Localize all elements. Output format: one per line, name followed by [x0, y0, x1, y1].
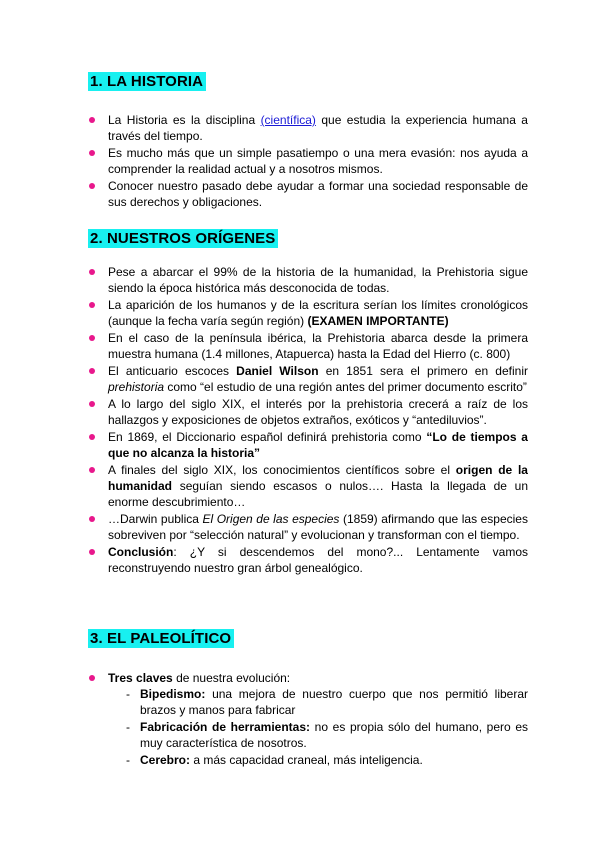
bullet-icon	[89, 467, 95, 473]
cientifica-link[interactable]: (científica)	[260, 113, 316, 127]
bullet-icon	[89, 150, 95, 156]
section-3-list	[89, 670, 528, 769]
list-item: A finales del siglo XIX, los conocimientos científicos sobre el origen de la humanidad seguían siendo escasos o nulos…. Hasta la llegada de un enorme descubrimiento…	[89, 462, 528, 510]
list-item: En el caso de la península ibérica, la Prehistoria abarca desde la primera muestra humana (1.4 millones, Atapuerca) hasta la Edad del Hierro (c. 800)	[89, 330, 528, 362]
sub-list-item: - Bipedismo: una mejora de nuestro cuerpo que nos permitió liberar brazos y manos para fabricar	[126, 687, 528, 717]
bullet-icon	[89, 401, 95, 407]
section-3-heading: 3. EL PALEOLÍTICO	[88, 629, 234, 648]
section-2-list	[89, 264, 528, 577]
section-1-heading: 1. LA HISTORIA	[88, 72, 206, 91]
list-item: Tres claves de nuestra evolución: - Bipedismo: una mejora de nuestro cuerpo que nos permitió liberar brazos y manos para fabricar - Fabricación de herramientas: no es propia sólo del humano, pero es muy característica de nosotros. - Cerebro: a más capacidad craneal, más inteligencia.	[89, 670, 528, 768]
bullet-icon	[89, 302, 95, 308]
bullet-icon	[89, 434, 95, 440]
bullet-icon	[89, 269, 95, 275]
sub-list	[108, 686, 528, 768]
sub-list-item: - Cerebro: a más capacidad craneal, más inteligencia.	[126, 753, 423, 767]
list-item: El anticuario escoces Daniel Wilson en 1851 sera el primero en definir prehistoria como “el estudio de una región antes del primer documento escrito”	[89, 363, 528, 395]
bullet-icon	[89, 549, 95, 555]
list-item: Es mucho más que un simple pasatiempo o una mera evasión: nos ayuda a comprender la realidad actual y a nosotros mismos.	[89, 145, 528, 177]
bullet-icon	[89, 335, 95, 341]
list-item: En 1869, el Diccionario español definirá prehistoria como “Lo de tiempos a que no alcanza la historia”	[89, 429, 528, 461]
list-item: Conocer nuestro pasado debe ayudar a formar una sociedad responsable de sus derechos y obligaciones.	[89, 178, 528, 210]
sub-list-item: - Fabricación de herramientas: no es propia sólo del humano, pero es muy característica de nosotros.	[126, 720, 529, 750]
bullet-icon	[89, 516, 95, 522]
list-item: …Darwin publica El Origen de las especies (1859) afirmando que las especies sobreviven por “selección natural” y evolucionan y transforman con el tiempo.	[89, 511, 528, 543]
list-item: Pese a abarcar el 99% de la historia de la humanidad, la Prehistoria sigue siendo la época histórica más desconocida de todas.	[89, 264, 528, 296]
list-item: La Historia es la disciplina (científica) que estudia la experiencia humana a través del tiempo.	[89, 112, 528, 144]
section-1-list	[89, 112, 528, 211]
bullet-icon	[89, 117, 95, 123]
bullet-icon	[89, 183, 95, 189]
list-item: La aparición de los humanos y de la escritura serían los límites cronológicos (aunque la fecha varía según región) (EXAMEN IMPORTANTE)	[89, 297, 528, 329]
list-item: A lo largo del siglo XIX, el interés por la prehistoria crecerá a raíz de los hallazgos y exposiciones de objetos extraños, exóticos y “antediluvios”.	[89, 396, 528, 428]
list-item: Conclusión: ¿Y si descendemos del mono?... Lentamente vamos reconstruyendo nuestro gran árbol genealógico.	[89, 544, 528, 576]
bullet-icon	[89, 675, 95, 681]
bullet-icon	[89, 368, 95, 374]
section-2-heading: 2. NUESTROS ORÍGENES	[88, 229, 278, 248]
